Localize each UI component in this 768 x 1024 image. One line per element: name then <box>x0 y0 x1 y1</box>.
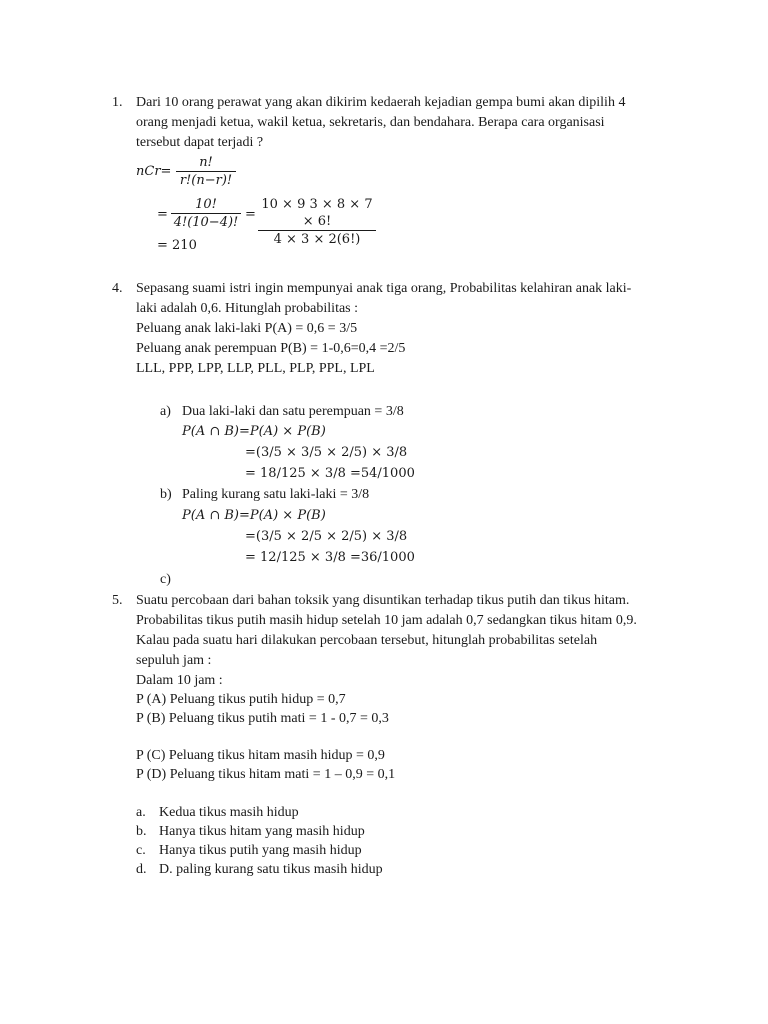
q4-line1: Sepasang suami istri ingin mempunyai anak tiga orang, Probabilitas kelahiran anak laki- <box>136 281 632 296</box>
q4-b-label: b) <box>160 487 172 502</box>
q4-line4: Peluang anak perempuan P(B) = 1-0,6=0,4 =2/5 <box>136 341 406 356</box>
q5-pc: P (C) Peluang tikus hitam masih hidup = 0,9 <box>136 748 385 763</box>
q4-number: 4. <box>112 281 123 296</box>
q1-formula-numerator: n! <box>199 155 213 170</box>
q1-line2: orang menjadi ketua, wakil ketua, sekretaris, dan bendahara. Berapa cara organisasi <box>136 115 605 130</box>
q1-step-fraction <box>171 196 241 231</box>
q4-a-formula2: =(3/5 × 3/5 × 2/5) × 3/8 <box>245 445 408 460</box>
q1-formula-fraction <box>176 154 236 189</box>
q4-a-formula3: = 18/125 × 3/8 =54/1000 <box>245 466 415 481</box>
q1-result: = 210 <box>157 238 197 253</box>
q4-line3: Peluang anak laki-laki P(A) = 0,6 = 3/5 <box>136 321 358 336</box>
q4-a-text: Dua laki-laki dan satu perempuan = 3/8 <box>182 404 404 419</box>
q4-b-formula1: P(A ∩ B)=P(A) × P(B) <box>182 508 326 523</box>
q5-number: 5. <box>112 593 123 608</box>
q5-item-a-label: a. <box>136 805 146 820</box>
q1-formula-lhs: nCr= <box>136 164 172 179</box>
q1-line1: Dari 10 orang perawat yang akan dikirim kedaerah kejadian gempa bumi akan dipilih 4 <box>136 95 626 110</box>
q1-step2-numerator: 10 × 9 3 × 8 × 7 × 6! <box>261 197 373 229</box>
q5-item-d-text: D. paling kurang satu tikus masih hidup <box>159 862 383 877</box>
q5-pa: P (A) Peluang tikus putih hidup = 0,7 <box>136 692 346 707</box>
q5-item-b-label: b. <box>136 824 147 839</box>
q5-item-a-text: Kedua tikus masih hidup <box>159 805 299 820</box>
q4-c-label: c) <box>160 572 171 587</box>
q5-line3: Kalau pada suatu hari dilakukan percobaan tersebut, hitunglah probabilitas setelah <box>136 633 598 648</box>
q4-line2: laki adalah 0,6. Hitunglah probabilitas : <box>136 301 359 316</box>
q4-b-formula3: = 12/125 × 3/8 =36/1000 <box>245 550 415 565</box>
q4-a-label: a) <box>160 404 171 419</box>
q5-line4: sepuluh jam : <box>136 653 212 668</box>
q1-number: 1. <box>112 95 123 110</box>
q5-line1: Suatu percobaan dari bahan toksik yang disuntikan terhadap tikus putih dan tikus hitam. <box>136 593 630 608</box>
q1-step-numerator: 10! <box>195 197 217 212</box>
q4-b-text: Paling kurang satu laki-laki = 3/8 <box>182 487 370 502</box>
q5-pb: P (B) Peluang tikus putih mati = 1 - 0,7 = 0,3 <box>136 711 389 726</box>
q5-item-d-label: d. <box>136 862 147 877</box>
q5-item-c-text: Hanya tikus putih yang masih hidup <box>159 843 362 858</box>
q1-line3: tersebut dapat terjadi ? <box>136 135 264 150</box>
q1-step2-fraction <box>258 196 376 248</box>
q5-pd: P (D) Peluang tikus hitam mati = 1 – 0,9 = 0,1 <box>136 767 396 782</box>
q5-line5: Dalam 10 jam : <box>136 673 223 688</box>
q1-step-eq2: = <box>245 207 256 222</box>
q4-b-formula2: =(3/5 × 2/5 × 2/5) × 3/8 <box>245 529 408 544</box>
q1-step-eq1: = <box>157 207 168 222</box>
q1-formula-denominator: r!(n−r)! <box>176 171 236 189</box>
q5-item-b-text: Hanya tikus hitam yang masih hidup <box>159 824 365 839</box>
q4-a-formula1: P(A ∩ B)=P(A) × P(B) <box>182 424 326 439</box>
q5-item-c-label: c. <box>136 843 146 858</box>
q5-line2: Probabilitas tikus putih masih hidup setelah 10 jam adalah 0,7 sedangkan tikus hitam 0,9. <box>136 613 637 628</box>
q1-step2-denominator: 4 × 3 × 2(6!) <box>258 230 376 248</box>
q4-line5: LLL, PPP, LPP, LLP, PLL, PLP, PPL, LPL <box>136 361 375 376</box>
q1-step-denominator: 4!(10−4)! <box>171 213 241 231</box>
